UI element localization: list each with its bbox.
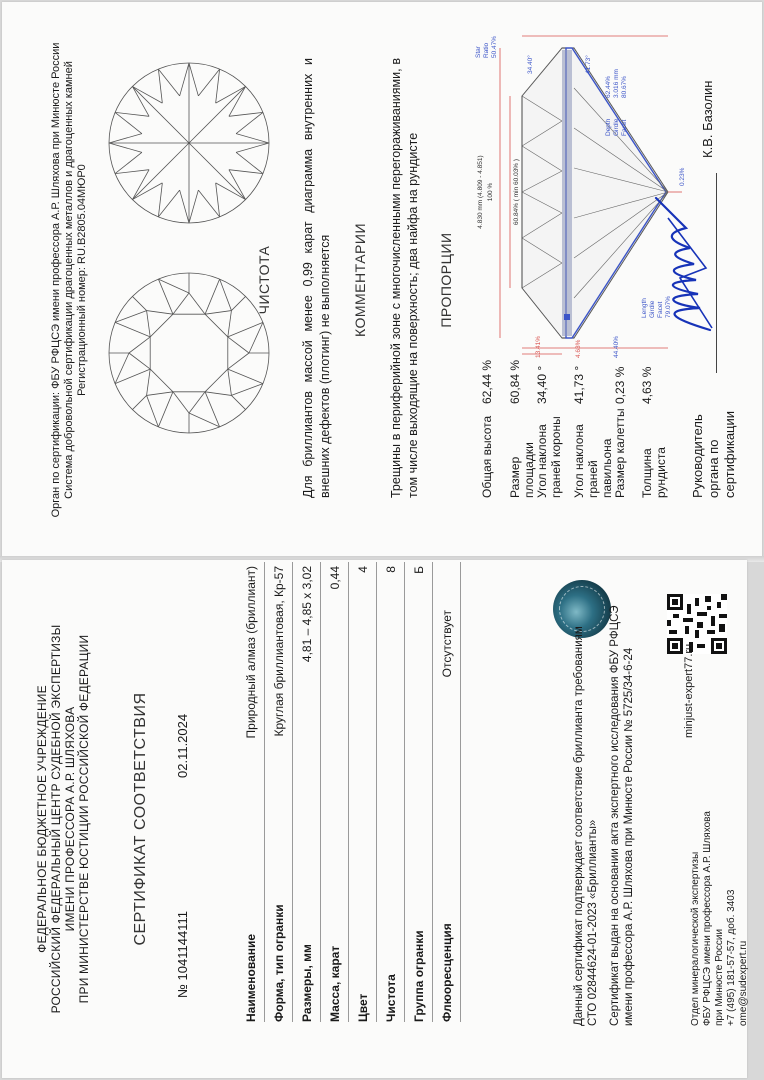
proportion-value: 62,44 % xyxy=(480,359,494,404)
footer-text-2: СТО 02844624-01-2023 «Бриллианты» xyxy=(587,819,599,1026)
proportion-label: Размер площадки xyxy=(508,442,536,498)
diagram-length-girdle-label: Girdle xyxy=(649,300,656,318)
girdle-band xyxy=(562,50,572,336)
row-weight xyxy=(320,562,349,1022)
row-dimensions xyxy=(292,562,321,1022)
proportion-value: 0,23 % xyxy=(613,366,627,404)
header-line-2: РОССИЙСКИЙ ФЕДЕРАЛЬНЫЙ ЦЕНТР СУДЕБНОЙ ЭКСПЕРТИЗЫ xyxy=(49,624,63,1014)
diagram-crown-angle: 34.40° xyxy=(527,55,534,74)
proportions-page xyxy=(0,2,760,558)
proportions-title: ПРОПОРЦИИ xyxy=(438,232,454,328)
row-label: Чистота xyxy=(384,974,398,1022)
certificate-title: СЕРТИФИКАТ СООТВЕТСТВИЯ xyxy=(132,692,149,946)
row-label: Цвет xyxy=(356,993,370,1022)
row-value: 4 xyxy=(356,566,370,573)
row-value: Отсутствует xyxy=(440,610,454,678)
row-fluorescence xyxy=(432,562,461,1022)
row-value: Б xyxy=(412,566,426,574)
diagram-depth-value: 62.44% xyxy=(605,75,612,98)
header-line-3: ИМЕНИ ПРОФЕССОРА А.Р. ШЛЯХОВА xyxy=(63,706,77,932)
contact-email[interactable]: ome@sudexpert.ru xyxy=(738,940,749,1026)
contact-phone: +7 (495) 181-57-57, доб. 3403 xyxy=(726,889,737,1026)
clarity-diagram-crown xyxy=(104,268,274,438)
diagram-crown-height: 13.41% xyxy=(535,335,542,358)
comments-text: Трещины в периферийной зоне с многочисленными перегораживаниями, в том числе выходящие на поверхность; два найфа на рундисте xyxy=(389,58,420,498)
qr-code[interactable] xyxy=(667,594,727,654)
clarity-diagram-pavilion xyxy=(104,58,274,228)
clarity-note: Для бриллиантов массой менее 0,99 карат диаграмма внутренних и внешних дефектов (плотинг) не выполняется xyxy=(301,58,332,498)
footer-text-3: Сертификат выдан на основании акта экспертного исследования ФБУ РФЦСЭ xyxy=(609,605,621,1026)
proportion-value: 34,40 ° xyxy=(535,365,549,404)
row-shape xyxy=(264,562,293,1022)
diagram-facet-label: Facet xyxy=(621,119,628,136)
clarity-title: ЧИСТОТА xyxy=(256,245,272,315)
row-label: Масса, карат xyxy=(328,945,342,1022)
row-label: Наименование xyxy=(244,933,258,1022)
diagram-hundred: 100 % xyxy=(487,182,494,202)
row-color xyxy=(348,562,377,1022)
proportion-label: Толщина рундиста xyxy=(640,447,668,498)
row-value: 4,81 – 4,85 x 3,02 xyxy=(300,566,314,663)
website-link[interactable]: minjust-expert77.ru xyxy=(683,643,695,738)
header-line-4: ПРИ МИНИСТЕРСТВЕ ЮСТИЦИИ РОССИЙСКОЙ ФЕДЕРАЦИИ xyxy=(77,634,91,1004)
row-label: Флюоресценция xyxy=(440,923,454,1022)
diagram-length-label: Length xyxy=(641,298,648,318)
diagram-star-label: Star xyxy=(475,46,482,58)
diagram-pavilion-angle: 41.73° xyxy=(585,55,592,74)
signatory-label: Руководитель органа по сертификации xyxy=(690,410,737,498)
proportion-value: 4,63 % xyxy=(640,366,654,404)
certificate-number: № 1041144111 xyxy=(175,911,190,998)
header-line-1: ФЕДЕРАЛЬНОЕ БЮДЖЕТНОЕ УЧРЕЖДЕНИЕ xyxy=(35,685,49,953)
row-label: Группа огранки xyxy=(412,930,426,1022)
proportion-value: 41,73 ° xyxy=(572,365,586,404)
diagram-girdle-facet-value: 80.67% xyxy=(621,75,628,98)
proportion-label: Угол наклона граней короны xyxy=(535,416,563,498)
diagram-length-facet-label: Facet xyxy=(657,301,664,318)
row-name xyxy=(236,562,265,1022)
row-label: Форма, тип огранки xyxy=(272,904,286,1022)
issuer-line-2: Система добровольной сертификации драгоценных металлов и драгоценных камней xyxy=(63,61,75,499)
signatory-name: К.В. Базолин xyxy=(700,80,715,158)
row-value: Круглая бриллиантовая, Кр-57 xyxy=(272,566,286,737)
diagram-length-facet-value: 79.07% xyxy=(665,295,672,318)
row-clarity xyxy=(376,562,405,1022)
diagram-table: 60.84% ( min 60.03% ) xyxy=(513,158,520,226)
diagram-pavilion-depth: 44.40% xyxy=(613,335,620,358)
row-cut-group xyxy=(404,562,433,1022)
row-value: 8 xyxy=(384,566,398,573)
comments-title: КОММЕНТАРИИ xyxy=(352,222,368,338)
diagram-depth-mm: 3.016 mm xyxy=(613,69,620,98)
contact-line-2: ФБУ РФЦСЭ имени профессора А.Р. Шляхова xyxy=(702,811,713,1026)
proportion-label: Размер калетты xyxy=(613,408,627,498)
diagram-ratio-label: Ratio xyxy=(483,42,490,58)
certificate-page xyxy=(0,560,749,1078)
issuer-line-3: Регистрационный номер: RU.B2805.04МЮР0 xyxy=(76,164,88,396)
diagram-culet: 0.23% xyxy=(679,167,686,186)
proportion-label: Общая высота xyxy=(480,415,494,498)
proportion-value: 60,84 % xyxy=(508,359,522,404)
footer-text-4: имени профессора А.Р. Шляхова при Минюсте России № 5725/34-6-24 xyxy=(623,647,635,1026)
footer-text-1: Данный сертификат подтверждает соответствие бриллианта требованиям xyxy=(573,626,585,1026)
diamond-profile xyxy=(522,48,668,338)
contact-line-3: при Минюсте России xyxy=(714,928,725,1026)
contact-line-1: Отдел минералогической экспертизы xyxy=(690,851,701,1026)
diagram-depth-label: Depth xyxy=(605,118,612,136)
row-value: Природный алмаз (бриллиант) xyxy=(244,566,258,739)
certificate-date: 02.11.2024 xyxy=(175,713,190,778)
diagram-girdle-small: 4.63% xyxy=(575,339,582,358)
signature xyxy=(650,188,720,338)
proportion-label: Угол наклона граней павильона xyxy=(572,424,614,498)
diagram-girdle-label: Girdle xyxy=(613,118,620,136)
issuer-line-1: Орган по сертификации: ФБУ РФЦСЭ имени профессора А.Р. Шляхова при Минюсте России xyxy=(50,42,62,518)
row-value: 0,44 xyxy=(328,566,342,590)
diagram-star-value: 50.47% xyxy=(491,35,498,58)
row-label: Размеры, мм xyxy=(300,944,314,1022)
diagram-diameter: 4.830 mm (4.809 - 4.851) xyxy=(477,155,484,229)
